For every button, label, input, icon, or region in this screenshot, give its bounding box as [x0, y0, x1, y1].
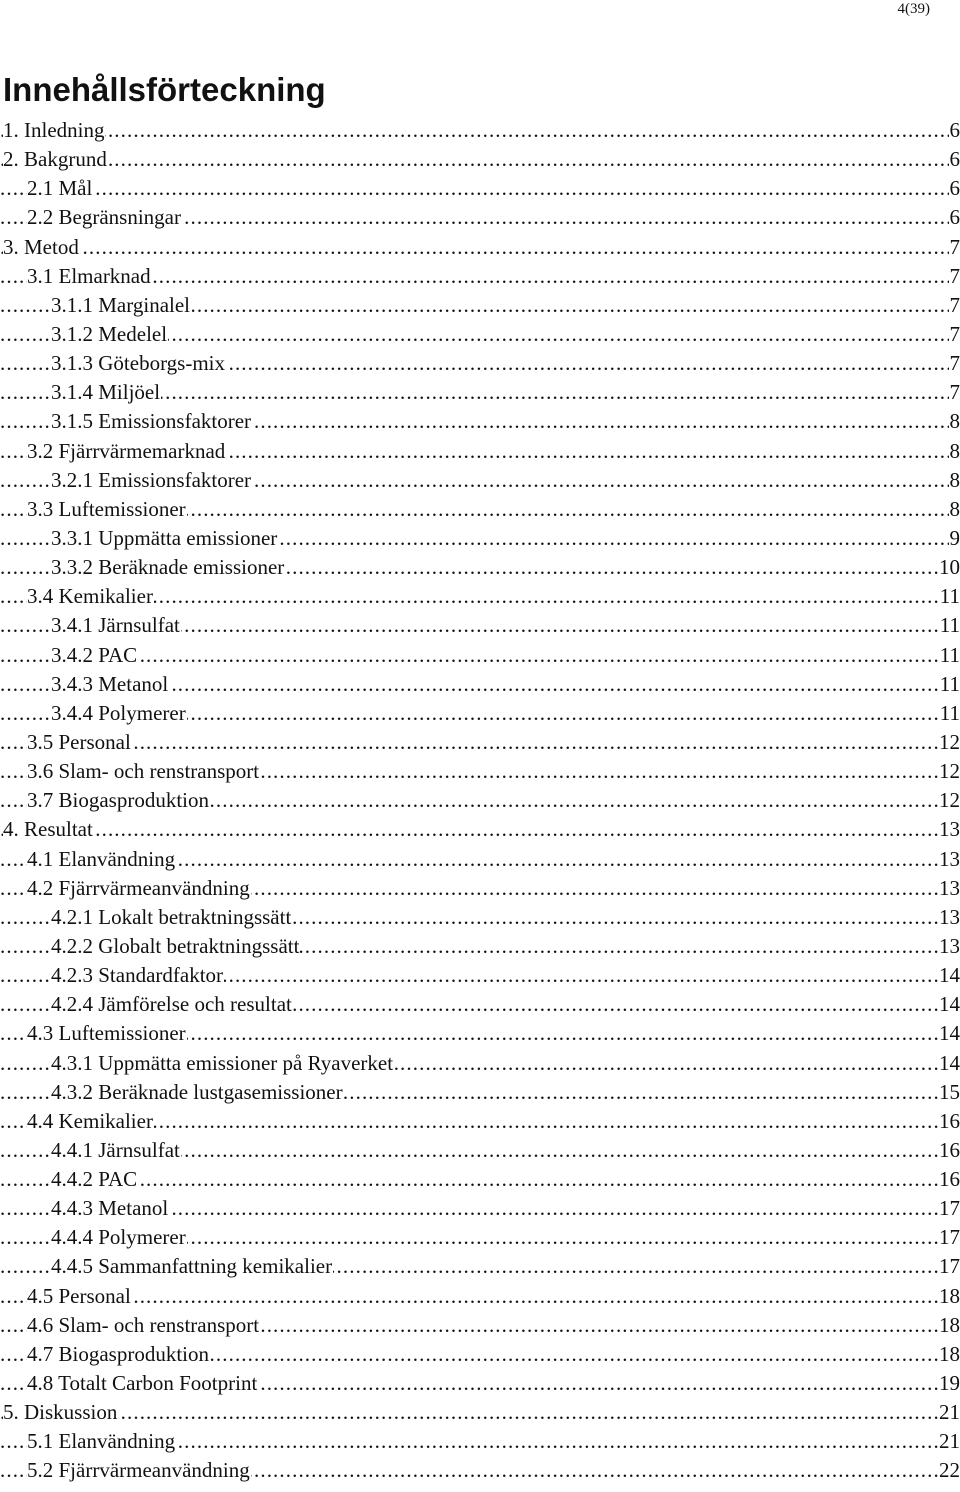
toc-entry-page-number: 19 — [938, 1369, 960, 1398]
toc-entry[interactable] — [0, 291, 960, 320]
toc-entry[interactable] — [0, 1456, 960, 1485]
toc-entry-label: 4.1 Elanvändning — [27, 846, 176, 871]
toc-entry-page-number: 14 — [938, 1049, 960, 1078]
toc-title: Innehållsförteckning — [3, 71, 326, 108]
toc-entry-page-number: 13 — [938, 874, 960, 903]
toc-entry-page-number: 7 — [949, 291, 960, 320]
toc-entry-page-number: 16 — [938, 1107, 960, 1136]
toc-entry[interactable] — [0, 786, 960, 815]
toc-dot-leader — [0, 116, 960, 145]
toc-entry[interactable] — [0, 1282, 960, 1311]
toc-entry-page-number: 21 — [938, 1427, 960, 1456]
toc-entry-label: 4.2.1 Lokalt betraktningssätt — [51, 904, 292, 929]
toc-entry-label: 4.3 Luftemissioner — [27, 1021, 186, 1046]
toc-entry-label: 3.1.4 Miljöel — [51, 380, 161, 405]
toc-dot-leader — [0, 728, 960, 757]
toc-entry-label: 3.4 Kemikalier — [27, 584, 153, 609]
toc-entry[interactable] — [0, 932, 960, 961]
toc-entry-page-number: 6 — [949, 203, 960, 232]
toc-entry[interactable] — [0, 233, 960, 262]
toc-entry-page-number: 11 — [939, 641, 960, 670]
toc-entry[interactable] — [0, 116, 960, 145]
toc-entry-page-number: 7 — [949, 262, 960, 291]
toc-entry[interactable] — [0, 320, 960, 349]
toc-entry-label: 3.4.4 Polymerer — [51, 700, 186, 725]
toc-entry-label: 4.2.3 Standardfaktor — [51, 963, 224, 988]
toc-entry-label: 4.4.1 Järnsulfat — [51, 1137, 180, 1162]
toc-entry-page-number: 7 — [949, 233, 960, 262]
toc-entry-label: 3. Metod — [3, 234, 79, 259]
toc-entry[interactable] — [0, 670, 960, 699]
toc-entry[interactable] — [0, 1019, 960, 1048]
toc-entry[interactable] — [0, 874, 960, 903]
toc-entry-page-number: 10 — [938, 553, 960, 582]
toc-entry[interactable] — [0, 553, 960, 582]
toc-entry-label: 4. Resultat — [3, 817, 93, 842]
toc-entry-page-number: 16 — [938, 1136, 960, 1165]
toc-entry[interactable] — [0, 582, 960, 611]
toc-entry-label: 2.1 Mål — [27, 176, 93, 201]
toc-entry-page-number: 12 — [938, 757, 960, 786]
toc-entry-label: 1. Inledning — [3, 118, 105, 142]
toc-entry-page-number: 14 — [938, 990, 960, 1019]
toc-entry-label: 5.2 Fjärrvärmeanvändning — [27, 1458, 250, 1483]
toc-entry-label: 3.3 Luftemissioner — [27, 496, 186, 521]
toc-entry[interactable] — [0, 349, 960, 378]
toc-entry[interactable] — [0, 903, 960, 932]
toc-entry-page-number: 6 — [949, 116, 960, 145]
toc-entry-page-number: 8 — [949, 466, 960, 495]
toc-entry[interactable] — [0, 1398, 960, 1427]
toc-entry[interactable] — [0, 757, 960, 786]
toc-entry[interactable] — [0, 262, 960, 291]
toc-dot-leader — [0, 1398, 960, 1427]
toc-entry-label: 3.1.2 Medelel — [51, 321, 168, 346]
toc-entry-page-number: 9 — [949, 524, 960, 553]
toc-entry-label: 3.5 Personal — [27, 729, 131, 754]
toc-entry-page-number: 22 — [938, 1456, 960, 1485]
toc-entry-label: 4.2.2 Globalt betraktningssätt — [51, 933, 300, 958]
toc-entry-page-number: 12 — [938, 728, 960, 757]
toc-entry-label: 4.4 Kemikalier — [27, 1108, 153, 1133]
toc-entry-label: 4.2.4 Jämförelse och resultat — [51, 992, 292, 1017]
toc-entry-page-number: 7 — [949, 349, 960, 378]
toc-entry[interactable] — [0, 1427, 960, 1456]
toc-entry[interactable] — [0, 378, 960, 407]
toc-entry-label: 2. Bakgrund — [3, 147, 107, 172]
toc-entry-page-number: 18 — [938, 1340, 960, 1369]
toc-entry[interactable] — [0, 699, 960, 728]
toc-entry[interactable] — [0, 728, 960, 757]
toc-entry-page-number: 21 — [938, 1398, 960, 1427]
toc-entry-page-number: 18 — [938, 1282, 960, 1311]
toc-entry-label: 4.6 Slam- och renstransport — [27, 1312, 260, 1337]
toc-entry-page-number: 8 — [949, 495, 960, 524]
toc-entry[interactable] — [0, 1340, 960, 1369]
toc-entry-label: 3.2 Fjärrvärmemarknad — [27, 438, 226, 463]
toc-entry-page-number: 13 — [938, 845, 960, 874]
toc-entry-label: 3.3.2 Beräknade emissioner — [51, 555, 285, 580]
toc-entry-label: 4.3.2 Beräknade lustgasemissioner — [51, 1079, 343, 1104]
toc-entry[interactable] — [0, 1252, 960, 1281]
toc-entry-page-number: 17 — [938, 1194, 960, 1223]
toc-entry-label: 4.2 Fjärrvärmeanvändning — [27, 875, 250, 900]
toc-list — [0, 116, 960, 1486]
toc-entry-label: 4.4.5 Sammanfattning kemikalier — [51, 1254, 333, 1279]
toc-entry-label: 5. Diskussion — [3, 1400, 118, 1425]
toc-entry-label: 2.2 Begränsningar — [27, 205, 181, 230]
toc-entry-page-number: 6 — [949, 174, 960, 203]
toc-entry[interactable] — [0, 815, 960, 844]
toc-entry-page-number: 11 — [939, 699, 960, 728]
toc-entry-page-number: 6 — [949, 145, 960, 174]
toc-entry[interactable] — [0, 524, 960, 553]
toc-entry-label: 5.1 Elanvändning — [27, 1429, 176, 1454]
toc-entry-page-number: 13 — [938, 932, 960, 961]
toc-entry-label: 3.4.1 Järnsulfat — [51, 613, 180, 638]
toc-entry-label: 3.2.1 Emissionsfaktorer — [51, 467, 252, 492]
toc-entry-page-number: 15 — [938, 1078, 960, 1107]
toc-entry-page-number: 17 — [938, 1252, 960, 1281]
toc-entry-label: 4.7 Biogasproduktion — [27, 1341, 209, 1366]
toc-entry-label: 4.4.3 Metanol — [51, 1196, 169, 1221]
toc-entry[interactable] — [0, 845, 960, 874]
toc-entry-label: 3.4.3 Metanol — [51, 671, 169, 696]
toc-entry-label: 3.1.3 Göteborgs-mix — [51, 351, 226, 376]
toc-dot-leader — [0, 641, 960, 670]
toc-entry[interactable] — [0, 145, 960, 174]
toc-entry[interactable] — [0, 990, 960, 1019]
toc-entry-page-number: 11 — [939, 611, 960, 640]
toc-entry-page-number: 17 — [938, 1223, 960, 1252]
toc-entry[interactable] — [0, 961, 960, 990]
toc-dot-leader — [0, 815, 960, 844]
toc-entry-label: 3.7 Biogasproduktion — [27, 788, 209, 813]
toc-entry-page-number: 14 — [938, 961, 960, 990]
toc-entry[interactable] — [0, 1136, 960, 1165]
toc-entry-page-number: 8 — [949, 437, 960, 466]
toc-entry[interactable] — [0, 1107, 960, 1136]
toc-entry-page-number: 8 — [949, 407, 960, 436]
toc-entry[interactable] — [0, 611, 960, 640]
toc-entry[interactable] — [0, 203, 960, 232]
toc-entry[interactable] — [0, 437, 960, 466]
toc-entry-label: 3.1 Elmarknad — [27, 263, 151, 288]
toc-entry[interactable] — [0, 1165, 960, 1194]
toc-entry-page-number: 7 — [949, 320, 960, 349]
toc-entry-page-number: 16 — [938, 1165, 960, 1194]
toc-entry-page-number: 18 — [938, 1311, 960, 1340]
toc-entry[interactable] — [0, 495, 960, 524]
toc-entry[interactable] — [0, 641, 960, 670]
toc-entry-label: 4.4.4 Polymerer — [51, 1225, 186, 1250]
toc-entry-page-number: 13 — [938, 815, 960, 844]
toc-entry-page-number: 11 — [939, 582, 960, 611]
toc-entry-label: 3.3.1 Uppmätta emissioner — [51, 525, 278, 550]
toc-entry-label: 4.4.2 PAC — [51, 1167, 138, 1192]
toc-entry-page-number: 12 — [938, 786, 960, 815]
toc-dot-leader — [0, 233, 960, 262]
toc-entry-page-number: 14 — [938, 1019, 960, 1048]
toc-dot-leader — [0, 1282, 960, 1311]
toc-entry[interactable] — [0, 1049, 960, 1078]
toc-dot-leader — [0, 1165, 960, 1194]
toc-dot-leader — [0, 145, 960, 174]
toc-entry[interactable] — [0, 407, 960, 436]
toc-entry-label: 3.6 Slam- och renstransport — [27, 759, 260, 784]
toc-entry-page-number: 11 — [939, 670, 960, 699]
toc-entry-label: 4.8 Totalt Carbon Footprint — [27, 1371, 258, 1396]
toc-entry[interactable] — [0, 466, 960, 495]
toc-entry-label: 3.1.5 Emissionsfaktorer — [51, 409, 252, 434]
toc-entry[interactable] — [0, 1311, 960, 1340]
toc-entry[interactable] — [0, 174, 960, 203]
toc-entry-label: 4.5 Personal — [27, 1283, 131, 1308]
toc-entry[interactable] — [0, 1194, 960, 1223]
toc-entry-label: 3.4.2 PAC — [51, 642, 138, 667]
toc-dot-leader — [0, 174, 960, 203]
toc-entry-label: 4.3.1 Uppmätta emissioner på Ryaverket — [51, 1050, 394, 1075]
page-number: 4(39) — [897, 1, 930, 17]
toc-entry-page-number: 7 — [949, 378, 960, 407]
toc-entry[interactable] — [0, 1078, 960, 1107]
toc-entry[interactable] — [0, 1223, 960, 1252]
toc-entry-page-number: 13 — [938, 903, 960, 932]
toc-entry[interactable] — [0, 1369, 960, 1398]
toc-entry-label: 3.1.1 Marginalel — [51, 292, 191, 317]
